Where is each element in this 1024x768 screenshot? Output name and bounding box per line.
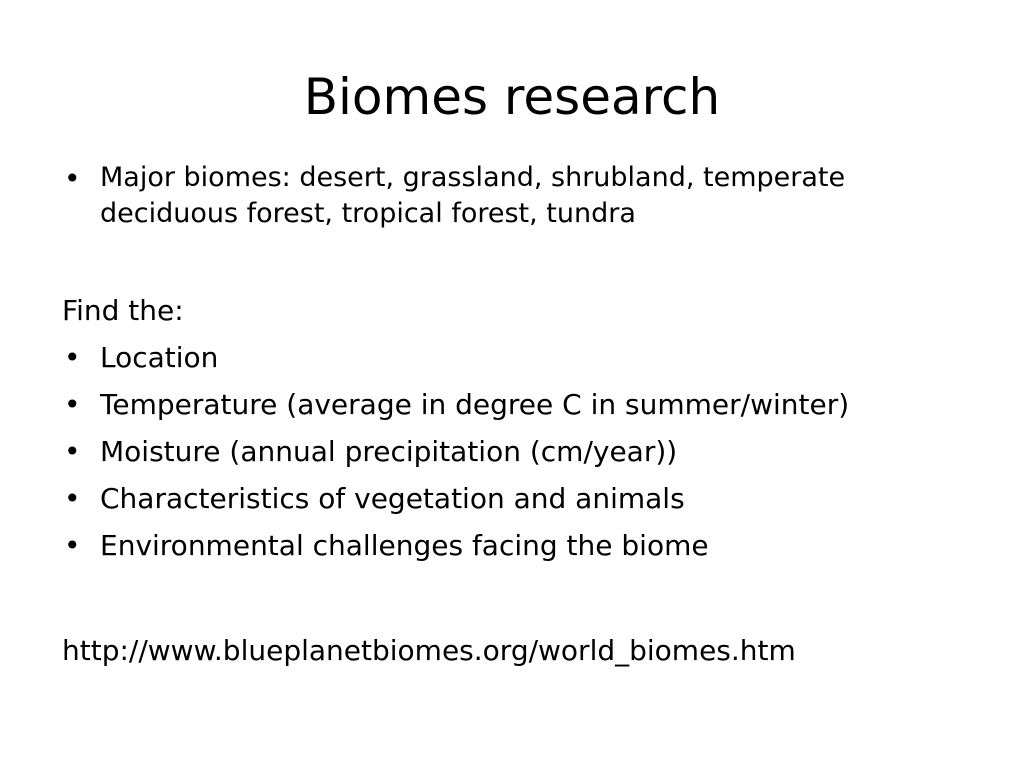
- slide-title: Biomes research: [303, 68, 721, 126]
- find-item-text: Moisture (annual precipitation (cm/year)): [100, 435, 678, 468]
- find-item-characteristics: [62, 480, 982, 518]
- bullet-dot: •: [64, 388, 81, 421]
- intro-bullet: [62, 160, 982, 232]
- bullet-dot: •: [64, 341, 81, 374]
- bullet-dot: •: [64, 435, 81, 468]
- find-item-moisture: [62, 433, 982, 471]
- find-item-text: Temperature (average in degree C in summer/winter): [100, 388, 850, 421]
- find-item-temperature: [62, 386, 982, 424]
- reference-url: http://www.blueplanetbiomes.org/world_biomes.htm: [62, 634, 796, 667]
- find-item-text: Environmental challenges facing the biome: [100, 529, 709, 562]
- find-list: [62, 339, 982, 565]
- find-item-challenges: [62, 527, 982, 565]
- find-item-text: Location: [100, 341, 219, 374]
- bullet-dot: •: [64, 162, 81, 195]
- find-item-text: Characteristics of vegetation and animals: [100, 482, 685, 515]
- intro-bullet-text: Major biomes: desert, grassland, shrubland, temperate deciduous forest, tropical forest, tundra: [100, 162, 846, 229]
- bullet-dot: •: [64, 529, 81, 562]
- find-label: Find the:: [62, 294, 184, 327]
- find-item-location: [62, 339, 982, 377]
- slide-content: [62, 160, 982, 670]
- bullet-dot: •: [64, 482, 81, 515]
